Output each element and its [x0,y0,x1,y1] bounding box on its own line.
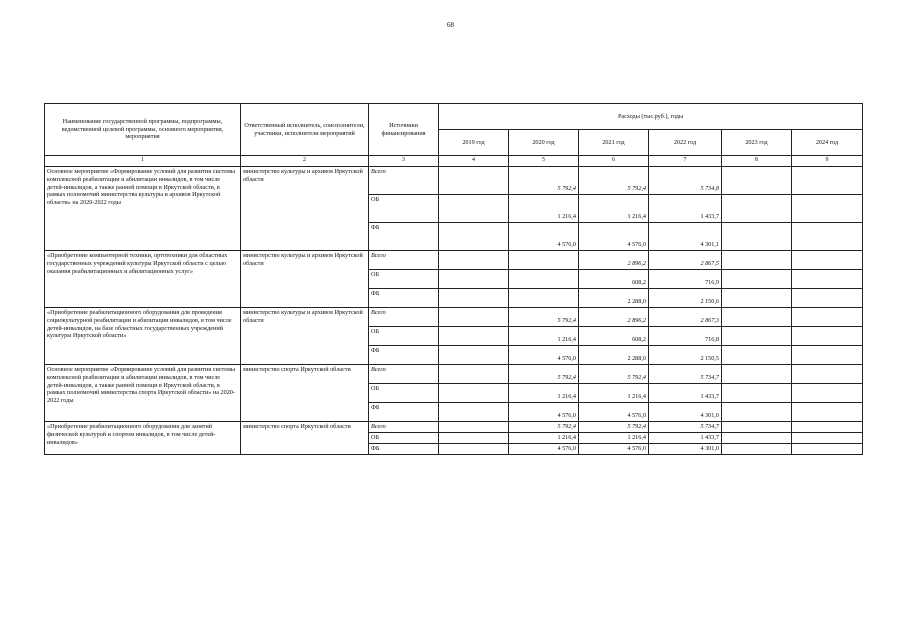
value-cell [722,167,792,195]
value-cell [439,422,509,433]
value-cell: 5 792,4 [579,422,649,433]
value-cell: 716,9 [649,270,722,289]
measure-name: «Приобретение реабилитационного оборудования для занятий физической культурой и спортом инвалидов, в том числе детей-инвалидов» [45,422,241,455]
measure-executor: министерство культуры и архивов Иркутской области [241,167,369,251]
value-cell [792,251,863,270]
value-cell [792,270,863,289]
value-cell: 1 216,4 [579,433,649,444]
value-cell: 5 792,4 [509,308,579,327]
value-cell: 5 792,4 [579,167,649,195]
value-cell: 1 216,4 [579,384,649,403]
source-label: Всего [369,308,439,327]
value-cell: 4 576,0 [509,346,579,365]
value-cell: 2 896,2 [579,251,649,270]
header-year: 2024 год [792,130,863,156]
budget-table [44,103,863,455]
measure-name: Основное мероприятие «Формирование условий для развития системы комплексной реабилитации и абилитации инвалидов, в том числе детей-инвалидов, а также ранней помощи в Иркутской области, в рамках полномочий министерства спорта Иркутской области» на 2020-2022 годы [45,365,241,422]
value-cell [439,433,509,444]
value-cell [439,270,509,289]
value-cell: 5 734,7 [649,422,722,433]
column-number: 3 [369,156,439,167]
value-cell [722,289,792,308]
value-cell: 4 576,0 [509,403,579,422]
source-label: ОБ [369,433,439,444]
value-cell [792,444,863,455]
column-number: 7 [649,156,722,167]
value-cell [722,251,792,270]
source-label: ФБ [369,403,439,422]
column-number: 6 [579,156,649,167]
column-number: 1 [45,156,241,167]
table-row [45,365,863,384]
value-cell: 2 150,6 [649,289,722,308]
source-label: ОБ [369,384,439,403]
header-expenses: Расходы (тыс.руб.), годы [439,104,863,130]
value-cell [509,251,579,270]
value-cell [722,384,792,403]
value-cell [792,289,863,308]
value-cell: 608,2 [579,327,649,346]
value-cell [439,223,509,251]
header-year: 2019 год [439,130,509,156]
source-label: ФБ [369,289,439,308]
value-cell [722,195,792,223]
value-cell [722,433,792,444]
table-row [45,167,863,195]
source-label: ФБ [369,444,439,455]
value-cell [439,384,509,403]
value-cell: 1 216,4 [509,384,579,403]
value-cell [509,270,579,289]
source-label: ОБ [369,327,439,346]
value-cell: 1 216,4 [509,195,579,223]
value-cell: 4 576,0 [509,444,579,455]
value-cell [509,289,579,308]
value-cell [792,384,863,403]
header-source: Источники финансирования [369,104,439,156]
value-cell: 2 288,0 [579,346,649,365]
value-cell [792,223,863,251]
value-cell: 4 301,0 [649,403,722,422]
value-cell [722,444,792,455]
value-cell [792,308,863,327]
table-row [45,308,863,327]
header-year: 2022 год [649,130,722,156]
value-cell: 1 216,4 [509,327,579,346]
value-cell [792,327,863,346]
value-cell: 716,8 [649,327,722,346]
value-cell: 2 867,3 [649,308,722,327]
value-cell [722,346,792,365]
value-cell: 4 576,0 [509,223,579,251]
header-name: Наименование государственной программы, подпрограммы, ведомственной целевой программы, основного мероприятия, мероприятия [45,104,241,156]
measure-executor: министерство культуры и архивов Иркутской области [241,251,369,308]
table-row [45,422,863,433]
value-cell [722,327,792,346]
header-year: 2021 год [579,130,649,156]
value-cell [792,403,863,422]
value-cell [722,223,792,251]
value-cell [439,289,509,308]
value-cell [792,167,863,195]
column-number: 4 [439,156,509,167]
value-cell [439,167,509,195]
value-cell: 4 576,0 [579,223,649,251]
column-number: 2 [241,156,369,167]
value-cell [439,327,509,346]
measure-name: Основное мероприятие «Формирование условий для развития системы комплексной реабилитации и абилитации инвалидов, в том числе детей-инвалидов, а также ранней помощи в Иркутской области, в рамках полномочий министерства культуры и архивов Иркутской области» на 2020-2022 годы [45,167,241,251]
value-cell: 5 792,4 [579,365,649,384]
value-cell: 4 576,0 [579,444,649,455]
column-number: 8 [722,156,792,167]
value-cell: 2 867,5 [649,251,722,270]
value-cell: 4 301,0 [649,444,722,455]
value-cell: 1 433,7 [649,433,722,444]
value-cell: 5 734,7 [649,365,722,384]
measure-executor: министерство спорта Иркутской области [241,365,369,422]
value-cell: 608,2 [579,270,649,289]
value-cell: 1 433,7 [649,384,722,403]
value-cell [439,195,509,223]
source-label: Всего [369,422,439,433]
value-cell: 5 792,4 [509,422,579,433]
value-cell: 1 216,4 [579,195,649,223]
value-cell: 4 301,1 [649,223,722,251]
value-cell [439,346,509,365]
value-cell [439,444,509,455]
value-cell: 5 792,4 [509,365,579,384]
column-number: 9 [792,156,863,167]
value-cell [792,195,863,223]
value-cell: 5 792,4 [509,167,579,195]
value-cell: 2 288,0 [579,289,649,308]
value-cell: 1 216,4 [509,433,579,444]
value-cell [439,365,509,384]
page-number: 68 [447,21,454,29]
value-cell [439,251,509,270]
value-cell [792,365,863,384]
measure-executor: министерство спорта Иркутской области [241,422,369,455]
header-executor: Ответственный исполнитель, соисполнители, участники, исполнители мероприятий [241,104,369,156]
header-year: 2023 год [722,130,792,156]
value-cell [792,346,863,365]
value-cell [722,270,792,289]
value-cell: 2 150,5 [649,346,722,365]
column-number: 5 [509,156,579,167]
value-cell [722,403,792,422]
measure-name: «Приобретение реабилитационного оборудования для проведения социокультурной реабилитации и абилитации инвалидов, в том числе детей-инвалидов, на базе областных государственных учреждений культуры Иркутской области» [45,308,241,365]
source-label: Всего [369,167,439,195]
source-label: ОБ [369,195,439,223]
measure-executor: министерство культуры и архивов Иркутской области [241,308,369,365]
value-cell: 5 734,8 [649,167,722,195]
source-label: Всего [369,251,439,270]
value-cell: 1 433,7 [649,195,722,223]
value-cell: 2 896,2 [579,308,649,327]
value-cell [792,422,863,433]
header-year: 2020 год [509,130,579,156]
value-cell: 4 576,0 [579,403,649,422]
value-cell [792,433,863,444]
source-label: ФБ [369,223,439,251]
source-label: ФБ [369,346,439,365]
value-cell [722,308,792,327]
source-label: Всего [369,365,439,384]
measure-name: «Приобретение компьютерной техники, ортотехники для областных государственных учреждений культуры Иркутской области с целью оказания реабилитационных и абилитационных услуг» [45,251,241,308]
value-cell [722,422,792,433]
value-cell [722,365,792,384]
table-row [45,251,863,270]
value-cell [439,403,509,422]
source-label: ОБ [369,270,439,289]
value-cell [439,308,509,327]
